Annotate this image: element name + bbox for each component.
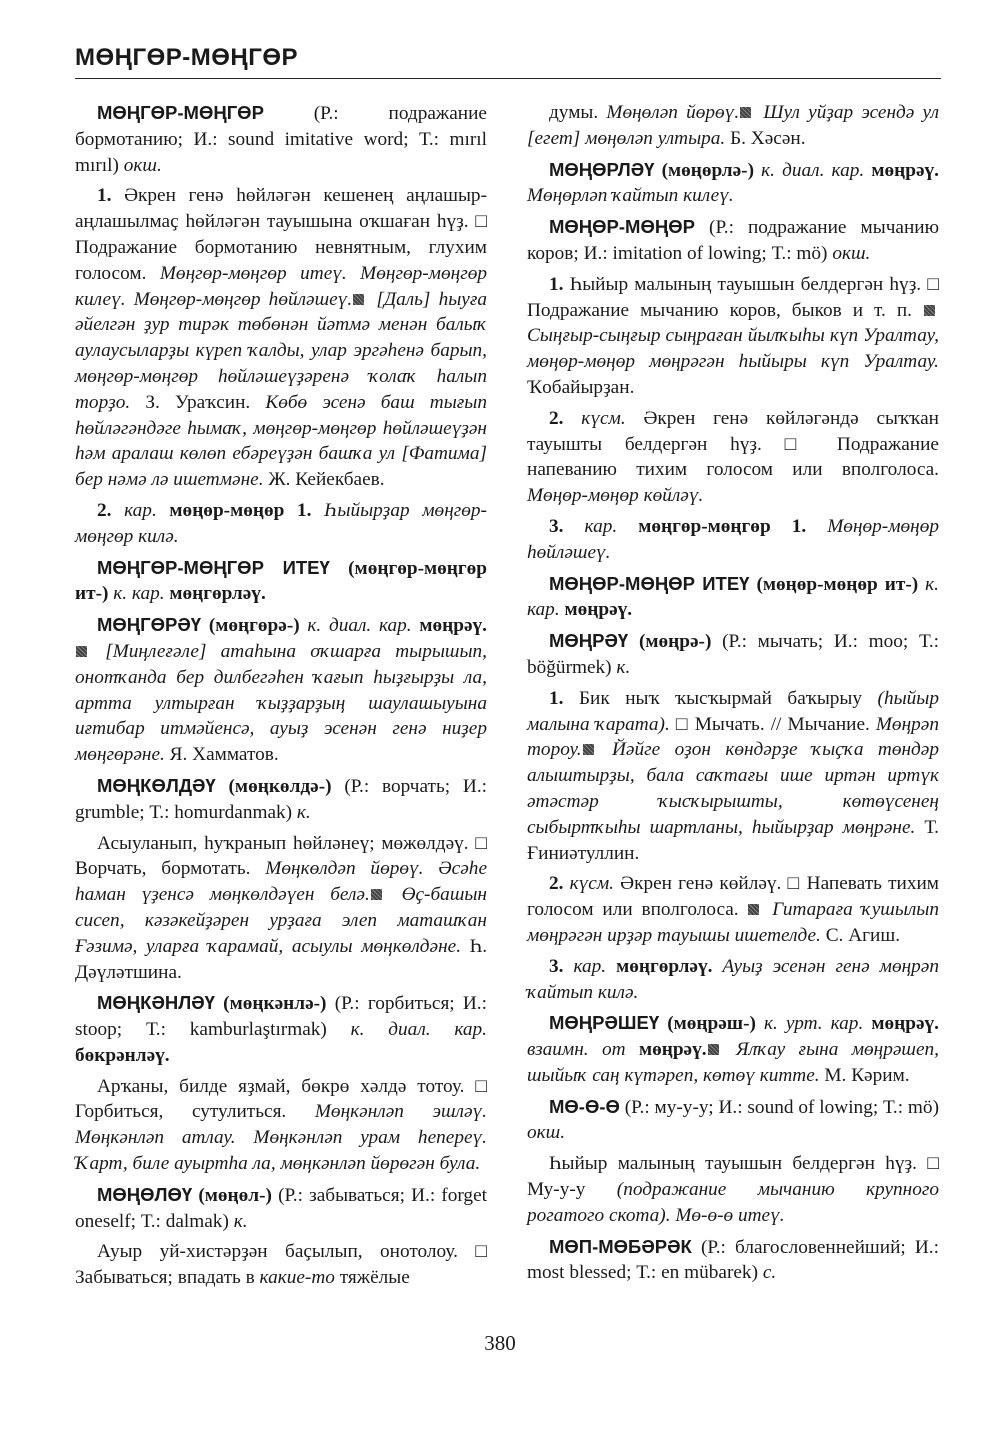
entry-text: (Р.: мычать; И.: moo; Т.: böğürmek)	[527, 631, 939, 678]
entry-text: Әкрен генә һөйләгән кешенең аңлашыр-аңлашылмаҫ һөйләгән тауышына оҡшаған һүҙ. □ Подражание бормотанию невнятным, глухим голосом.	[75, 185, 487, 284]
entry-text: кар.	[573, 955, 607, 977]
entry-text: (Р.: ворчать; И.: grumble; Т.: homurdanmak)	[75, 775, 487, 823]
entry-text: (Р.: подражание бормотанию; И.: sound imitative word; Т.: mırıl mırıl)	[75, 103, 487, 176]
entry-text	[311, 500, 324, 521]
entry-text: Мөңкәнләп эшләү. Мөңкәнләп атлау. Мөңкәнләп урам һепереү. Ҡарт, биле ауыртһа ла, мөңкәнләп йөрөгән була.	[75, 1101, 487, 1175]
entry-text: Ауыҙ эсенән генә мөңрәп ҡайтып килә.	[527, 955, 939, 1003]
entry-text	[712, 956, 722, 977]
entry-paragraph	[75, 990, 487, 1068]
entry-text: (Р.: благословеннейший; И.: most blessed; Т.: en mübarek)	[527, 1236, 939, 1284]
entry-text	[806, 516, 827, 537]
entry-text: мөңрәү.	[419, 615, 487, 637]
entry-text	[617, 516, 638, 537]
entry-text: к.	[616, 656, 631, 678]
entry-text: к.	[233, 1210, 248, 1232]
entry-text: Мөңгөр-мөңгөр итеү. Мөңгөр-мөңгөр килеү. Мөңгөр-мөңгөр һөйләшеү.	[75, 262, 487, 310]
entry-text: мөңөр-мөңөр 1.	[169, 499, 312, 521]
entry-text: 1.	[549, 687, 564, 709]
entry-text: □ Мычать. // Мычание.	[669, 713, 876, 735]
entry-text: күсм.	[569, 873, 614, 895]
entry-text: Һыйыр малының тауышын белдергән һүҙ. □ Подражание мычанию коров, быков и т. п.	[527, 273, 939, 321]
entry-paragraph	[527, 514, 939, 566]
headword: МӨҢГӨР-МӨҢГӨР ИТЕҮ	[97, 556, 330, 578]
entry-text	[756, 1013, 764, 1034]
example-marker-icon	[924, 305, 935, 316]
entry-text	[157, 500, 170, 521]
entry-text: 2.	[549, 873, 564, 895]
entry-text: к. диал. кар.	[761, 159, 865, 181]
entry-text	[216, 776, 229, 797]
entry-paragraph	[527, 214, 939, 267]
example-marker-icon	[583, 744, 594, 755]
running-head: МӨҢГӨР-МӨҢГӨР	[75, 44, 299, 71]
entry-text: Сыңғыр-сыңғыр сыңраған йылҡыһы күп Уралтау, мөңөр-мөңөр мөңрәгән һыйыры күп Уралтау.	[527, 325, 939, 373]
entry-paragraph	[527, 272, 939, 401]
entry-text: Бик ныҡ ҡысҡырмай баҡырыу	[563, 687, 878, 709]
entry-text: думы.	[549, 102, 607, 123]
entry-text: (мөңгөрә-)	[208, 615, 300, 637]
entry-text: Һыйыр малының тауышын белдергән һүҙ. □ Му-у-у	[527, 1153, 939, 1201]
entry-text: (мөңкәнлә-)	[223, 993, 327, 1015]
entry-text: (Р.: подражание мычанию коров; И.: imitation of lowing; Т.: mö)	[527, 217, 939, 264]
headword: МӨҢӨР-МӨҢӨР ИТЕҮ	[549, 572, 750, 594]
headword: МӨҢРӘҮ	[549, 630, 629, 652]
entry-text	[215, 993, 223, 1014]
entry-text: (Р.: горбиться; И.: stoop; Т.: kamburlaştırmak)	[75, 993, 487, 1041]
entry-text	[628, 631, 639, 652]
entry-text: Мөңрәп тороу.	[527, 713, 939, 761]
entry-text: күсм.	[581, 407, 626, 429]
entry-text: Ялҡау ғына мөңрәшеп, шыйыҡ саң күтәреп, көтөү китте.	[527, 1039, 940, 1086]
entry-text	[563, 516, 584, 537]
entry-text: 1.	[549, 273, 564, 295]
entry-text: кар.	[124, 499, 157, 521]
entry-paragraph	[527, 628, 939, 681]
headword: МӨП-МӨБӘРӘК	[549, 1235, 692, 1257]
headword: МӨҢКӘНЛӘҮ	[97, 992, 215, 1014]
entry-text: к. кар.	[527, 573, 939, 621]
entry-paragraph	[527, 1151, 939, 1228]
entry-text: Мөңөр-мөңөр һөйләшеү.	[527, 515, 940, 563]
entry-paragraph	[75, 100, 487, 178]
headword: МӨ-Ө-Ө	[549, 1095, 620, 1117]
entry-text	[201, 615, 209, 636]
headword: МӨҢӨРЛӘҮ	[549, 158, 655, 180]
entry-text	[111, 500, 124, 521]
entry-text	[330, 558, 348, 579]
entry-text: с.	[762, 1262, 777, 1284]
entry-text: мөңгөр-мөңгөр 1.	[638, 515, 807, 537]
entry-text: бөкрәнләү.	[75, 1044, 170, 1066]
example-marker-icon	[748, 904, 759, 915]
headword: МӨҢГӨРӘҮ	[97, 614, 202, 636]
entry-text: Ҡобайырҙан.	[527, 376, 635, 398]
entry-text: к. диал. кар.	[307, 615, 412, 637]
entry-text: к. урт. кар.	[764, 1013, 864, 1035]
entry-text: 2.	[97, 499, 112, 521]
entry-text: мөңрәү.	[871, 1013, 939, 1035]
entry-paragraph	[75, 773, 487, 826]
example-marker-icon	[353, 294, 364, 305]
entry-text: (Р.: му-у-у; И.: sound of lowing; Т.: mö)	[619, 1096, 939, 1118]
entry-text: Өҫ-башын сисеп, кәзәкейҙәрен урҙаға элеп маташҡан Ғәзимә, уларға ҡарамай, асыулы мөңкөлдәне.	[75, 884, 487, 957]
header-rule	[75, 78, 941, 79]
entry-text: какие-то	[259, 1267, 335, 1289]
entry-paragraph	[75, 183, 487, 493]
entry-text: Мөңөрләп ҡайтып килеү.	[527, 185, 734, 207]
entry-text: тяжёлые	[334, 1267, 410, 1289]
entry-text: Һыйырҙар мөңгөр-мөңгөр килә.	[75, 499, 487, 547]
entry-text: Арҡаны, билде яҙмай, бөкрө хәлдә тотоу. □ Горбиться, сутулиться.	[75, 1075, 487, 1123]
entry-text: Асыуланып, һуҡранып һөйләнеү; мөжөлдәү. □ Ворчать, бормотать.	[75, 832, 487, 880]
example-marker-icon	[708, 1044, 719, 1055]
headword: МӨҢГӨР-МӨҢГӨР	[97, 102, 264, 123]
entry-text	[626, 1039, 639, 1060]
entry-paragraph	[527, 1234, 939, 1287]
entry-paragraph	[527, 871, 939, 948]
entry-paragraph	[527, 954, 939, 1006]
entry-text: (мөңрә-)	[638, 631, 712, 653]
entry-text: З. Ураҡсин.	[130, 391, 266, 413]
entry-paragraph	[527, 1094, 939, 1147]
entry-text: 1.	[97, 185, 112, 207]
entry-text: (Р.: забываться; И.: forget oneself; Т.: dalmak)	[75, 1184, 487, 1232]
entry-paragraph	[75, 831, 487, 986]
entry-text: Гитараға ҡушылып мөңрәгән ирҙәр тауышы ишетелде.	[527, 899, 939, 946]
entry-paragraph	[75, 612, 487, 768]
entry-text	[563, 408, 581, 429]
headword: МӨҢКӨЛДӘҮ	[97, 774, 216, 796]
entry-text: Я. Хамматов.	[164, 744, 279, 766]
example-marker-icon	[740, 107, 751, 118]
entry-paragraph	[527, 100, 939, 152]
entry-text: (мөңрәш-)	[667, 1013, 756, 1035]
entry-text: кар.	[584, 515, 618, 537]
headword: МӨҢӨЛӨҮ	[97, 1183, 193, 1205]
entry-paragraph	[75, 555, 487, 608]
entry-text: (мөңөр-мөңөр ит-)	[756, 573, 919, 595]
entry-text: Һ. Дәүләтшина.	[75, 935, 488, 983]
entry-text: мөңрәү.	[871, 159, 939, 181]
entry-text	[659, 1013, 667, 1034]
left-column	[75, 100, 487, 1296]
headword: МӨҢРӘШЕҮ	[549, 1012, 660, 1034]
entry-text: Мөңөләп йөрөү.	[606, 102, 740, 123]
entry-text: 3.	[549, 955, 564, 977]
entry-text: к. кар.	[113, 583, 165, 605]
entry-text: Әкрен генә көйләгәндә сыҡҡан тауышты белдергән һүҙ. □ Подражание напеванию тихим голосом или вполголоса.	[527, 407, 939, 481]
entry-text: окш.	[123, 154, 162, 176]
entry-text: окш.	[832, 242, 871, 264]
entry-text: (мөңгөр-мөңгөр ит-)	[75, 557, 487, 605]
entry-text: 3.	[549, 515, 564, 537]
entry-text	[563, 956, 573, 977]
entry-paragraph	[75, 1182, 487, 1235]
entry-text: [Даль] һыуға әйелгән ҙур тирәк төбөнән йәтмә менән балыҡ аулаусыларҙы күреп ҡалды, улар эргәһенә барып, мөңгөр-мөңгөр һөйләшеүҙәренә ҡолаҡ һалып торҙо.	[75, 288, 487, 413]
entry-text: к.	[296, 801, 311, 823]
entry-text: Шул уйҙар эсендә ул [егет] мөңөләп ултыра.	[527, 102, 940, 149]
entry-text: Ауыр уй-хистәрҙән баҫылып, онотолоу. □ Забываться; впадать в	[75, 1241, 487, 1289]
entry-text: Әкрен генә көйләү. □ Напевать тихим голосом или вполголоса.	[527, 873, 939, 921]
entry-text: мөңрәү.	[638, 1039, 707, 1061]
entry-text: мөңгөрләү.	[169, 583, 266, 605]
entry-paragraph	[527, 406, 939, 509]
entry-text	[654, 160, 661, 181]
entry-text: Йәйге оҙон көндәрҙе ҡыҫҡа төндәр алыштырҙы, бала саҡтағы ише иртән иртүк әтәстәр ҡысҡырышты, көтөүсенең сыбыртҡыһы шартланы, һыйырҙар мөңрәне.	[527, 739, 939, 838]
entry-text: мөңрәү.	[564, 599, 633, 621]
right-column	[527, 100, 939, 1291]
entry-paragraph	[75, 1239, 487, 1291]
entry-text: М. Кәрим.	[819, 1064, 910, 1086]
entry-text: Т. Ғиниәтуллин.	[527, 816, 939, 864]
page-number: 380	[484, 1331, 516, 1355]
entry-text: (мөңөрлә-)	[661, 159, 754, 181]
entry-paragraph	[75, 1074, 487, 1177]
entry-text: (подражание мычанию крупного рогатого скота). Мө-ө-ө итеү.	[527, 1179, 940, 1226]
entry-text: Мөңөр-мөңөр көйләү.	[527, 485, 704, 507]
entry-text: Мөңкөлдәп йөрөү. Әсәһе һаман үҙенсә мөңкөлдәүен белә.	[75, 858, 487, 906]
entry-text: С. Агиш.	[820, 924, 901, 946]
entry-text: (һыйыр малына ҡарата).	[527, 687, 939, 735]
entry-paragraph	[527, 157, 939, 210]
entry-paragraph	[75, 498, 487, 550]
headword: МӨҢӨР-МӨҢӨР	[549, 216, 695, 238]
entry-paragraph	[527, 571, 939, 624]
entry-text	[606, 956, 616, 977]
entry-text: [Миңлеғәле] атаһына оҡшарға тырышып, онотҡанда бер дилбегәһен ҡағып һыҙғырҙы ла, артта ултырған ҡыҙҙарҙың шаулашыуына иғтибар итмәйенсә, ауыҙ эсенән генә ниҙер мөңгөрәне.	[75, 640, 487, 766]
entry-text: Ж. Кейекбаев.	[263, 469, 385, 491]
entry-text: взаимн. от	[527, 1039, 626, 1061]
entry-paragraph	[527, 1010, 939, 1088]
example-marker-icon	[76, 646, 87, 657]
entry-text: Б. Хәсән.	[725, 127, 806, 149]
entry-text: (мөңөл-)	[198, 1184, 272, 1206]
entry-text: (мөңкөлдә-)	[228, 775, 332, 797]
entry-text: к. диал. кар.	[350, 1019, 487, 1041]
entry-text: окш.	[527, 1122, 566, 1144]
entry-text: 2.	[549, 407, 564, 429]
entry-text: Көбө эсенә баш тығып һөйләгәндәге һымаҡ, мөңгөр-мөңгөр һөйләшеүҙән һәм аралаш көлөп ебәреүҙән башҡа ул [Фатима] бер нәмә лә ишетмәне.	[75, 391, 487, 491]
example-marker-icon	[371, 889, 382, 900]
entry-paragraph	[527, 686, 939, 867]
entry-text: мөңгөрләү.	[616, 955, 713, 977]
